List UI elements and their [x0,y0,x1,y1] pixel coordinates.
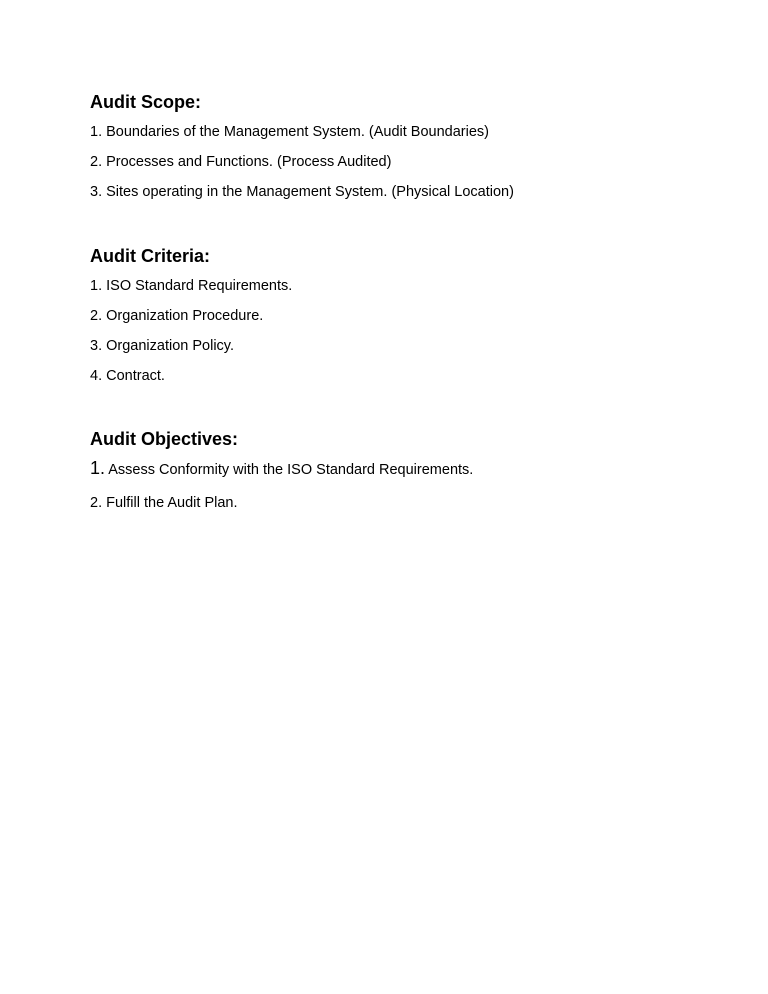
list-item [90,277,292,295]
list-item-number: 2. [90,308,103,324]
section-heading: Audit Scope: [90,92,201,112]
list-item-text: Sites operating in the Management System. (Physical Location) [102,184,514,200]
list-item-text: Assess Conformity with the ISO Standard Requirements. [105,462,474,478]
list-item [90,307,263,325]
list-item-number: 3. [90,338,103,354]
section-heading: Audit Criteria: [90,246,211,266]
list-item-text: Organization Policy. [102,338,234,354]
list-item-text: ISO Standard Requirements. [102,278,293,294]
list-item [90,123,489,141]
list-item-number: 1. [90,124,103,140]
list-item [90,153,391,171]
list-item-text: Processes and Functions. (Process Audited) [102,154,392,170]
list-item [90,494,238,512]
section-audit-criteria [90,245,710,384]
list-item-number: 3. [90,184,103,200]
list-item [90,183,514,201]
list-item-number: 2. [90,154,103,170]
list-item-number: 1. [90,278,103,294]
list-item-text: Organization Procedure. [102,308,264,324]
section-audit-objectives [90,428,710,511]
list-item [90,459,473,479]
section-audit-scope [90,91,710,200]
list-item [90,367,165,385]
list-item-text: Fulfill the Audit Plan. [102,495,238,511]
list-item-number: 4. [90,368,103,384]
list-item-text: Boundaries of the Management System. (Audit Boundaries) [102,124,489,140]
list-item-number: 1. [90,458,106,478]
section-heading: Audit Objectives: [90,429,239,449]
list-item-text: Contract. [102,368,165,384]
list-item-number: 2. [90,495,103,511]
list-item [90,337,234,355]
